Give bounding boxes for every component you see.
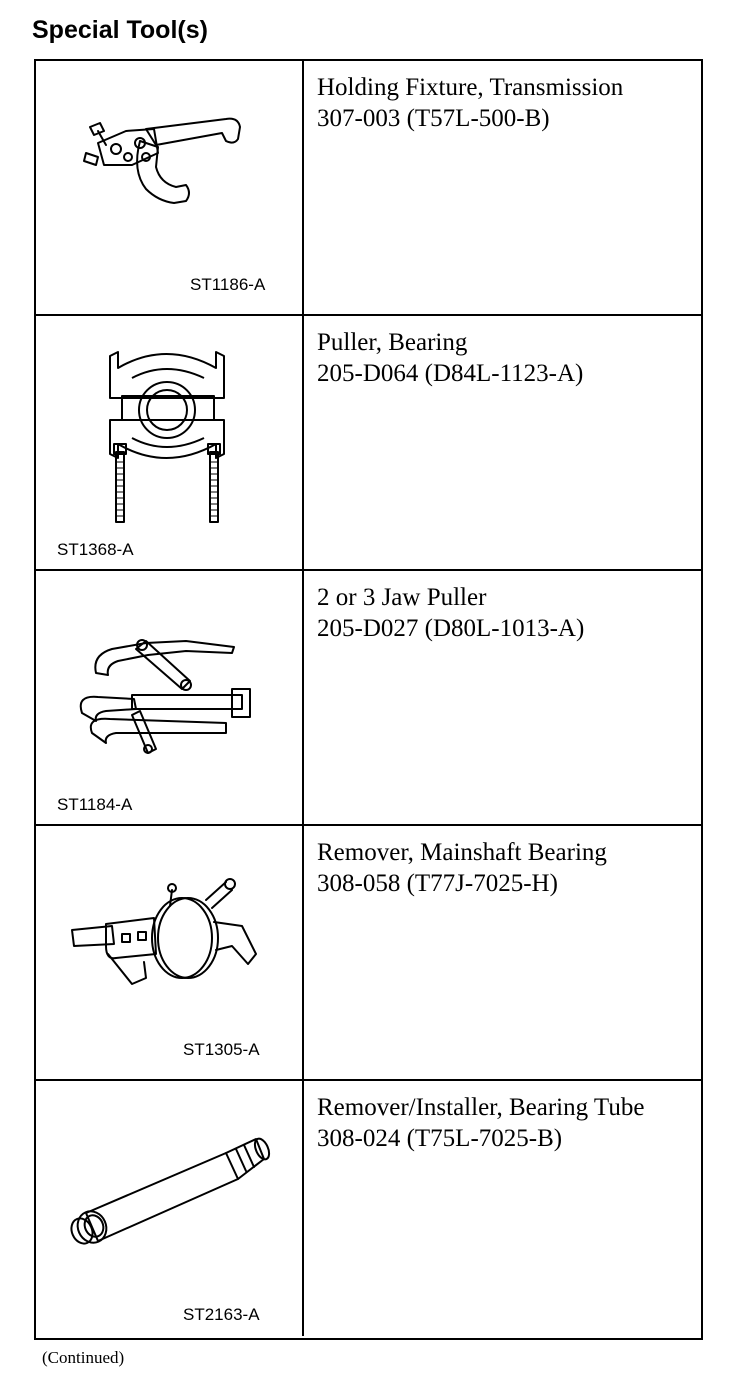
- tool-name: Remover, Mainshaft Bearing: [317, 839, 607, 866]
- bearing-puller-icon: [36, 316, 302, 571]
- section-title: Special Tool(s): [32, 16, 208, 44]
- tool-image-cell: [36, 316, 304, 569]
- table-row: [36, 571, 701, 826]
- tool-name: Remover/Installer, Bearing Tube: [317, 1094, 645, 1121]
- tool-image-code: ST1184-A: [57, 795, 133, 814]
- tool-image-cell: [36, 61, 304, 314]
- tool-description: [317, 582, 584, 644]
- tool-image-cell: [36, 1081, 304, 1336]
- jaw-puller-icon: [36, 571, 302, 826]
- tool-number: 308-058 (T77J-7025-H): [317, 870, 558, 897]
- special-tools-table: [34, 59, 703, 1340]
- table-row: [36, 61, 701, 316]
- tool-description: [317, 72, 623, 134]
- table-row: [36, 826, 701, 1081]
- continued-note: (Continued): [42, 1348, 125, 1367]
- bearing-tube-installer-icon: [36, 1081, 302, 1336]
- tool-name: Puller, Bearing: [317, 329, 468, 356]
- tool-description: [317, 837, 607, 899]
- tool-image-code: ST1305-A: [183, 1040, 260, 1059]
- tool-image-cell: [36, 826, 304, 1079]
- tool-number: 308-024 (T75L-7025-B): [317, 1125, 563, 1152]
- tool-description: [317, 327, 583, 389]
- table-row: [36, 316, 701, 571]
- tool-image-cell: [36, 571, 304, 824]
- tool-name: Holding Fixture, Transmission: [317, 74, 624, 101]
- tool-name: 2 or 3 Jaw Puller: [317, 584, 487, 611]
- tool-number: 307-003 (T57L-500-B): [317, 105, 550, 132]
- tool-number: 205-D064 (D84L-1123-A): [317, 360, 584, 387]
- tool-image-code: ST1186-A: [190, 275, 266, 294]
- mainshaft-bearing-remover-icon: [36, 826, 302, 1081]
- tool-image-code: ST1368-A: [57, 540, 134, 559]
- tool-image-code: ST2163-A: [183, 1305, 260, 1324]
- tool-description: [317, 1092, 644, 1154]
- tool-number: 205-D027 (D80L-1013-A): [317, 615, 585, 642]
- table-row: [36, 1081, 701, 1336]
